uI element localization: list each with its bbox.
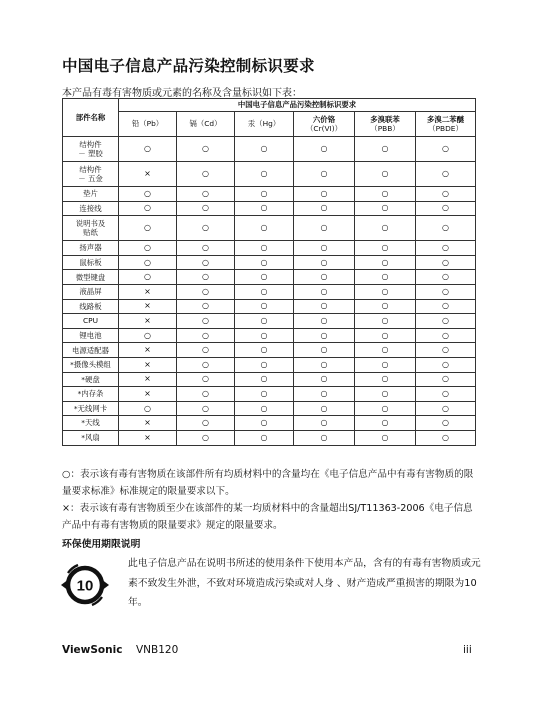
note-circle: ○：表示该有毒有害物质在该部件所有均质材料中的含量均在《电子信息产品中有毒有害物质的限量要求标准》标准规定的限量要求以下。 [62,469,474,497]
table-row [63,299,476,314]
substance-header [294,112,355,137]
compliance-mark: ○ [177,216,235,241]
compliance-mark: ○ [294,357,355,372]
page-title: 中国电子信息产品污染控制标识要求 [62,57,315,75]
compliance-mark: ○ [294,416,355,431]
compliance-mark: × [119,299,177,314]
compliance-mark: ○ [355,343,416,358]
compliance-mark: ○ [355,299,416,314]
group-header: 中国电子信息产品污染控制标识要求 [119,99,476,112]
part-name-cell [63,314,119,329]
substance-name: 多溴二苯醚 [427,114,464,124]
compliance-mark: ○ [294,137,355,162]
compliance-mark: ○ [119,328,177,343]
compliance-mark: ○ [177,343,235,358]
compliance-mark: × [119,162,177,187]
compliance-mark: ○ [119,270,177,285]
compliance-mark: ○ [235,201,294,216]
compliance-mark: ○ [355,216,416,241]
compliance-mark: ○ [416,187,476,202]
compliance-mark: ○ [416,299,476,314]
compliance-mark: × [119,430,177,445]
compliance-mark: ○ [355,387,416,402]
part-name-cell [63,255,119,270]
compliance-mark: ○ [235,187,294,202]
compliance-mark: × [119,343,177,358]
compliance-mark: ○ [235,401,294,416]
compliance-mark: ○ [416,201,476,216]
compliance-mark: ○ [294,241,355,256]
substance-name: 镉（Cd） [189,119,222,129]
substance-symbol: （Cr(VI)） [306,124,342,133]
table-row [63,416,476,431]
part-name-cell [63,299,119,314]
part-name: 连接线 [79,203,102,213]
substance-symbol: （PBDE） [428,124,463,133]
table-row [63,430,476,445]
part-name-header: 部件名称 [63,99,119,137]
part-name: 液晶屏 [79,287,102,297]
compliance-mark: ○ [294,387,355,402]
substance-name: 六价铬 [312,114,336,124]
part-name: 结构件 [79,139,102,149]
compliance-mark: ○ [355,255,416,270]
compliance-mark: ○ [177,255,235,270]
intro-text: 本产品有毒有害物质或元素的名称及含量标识如下表： [62,88,302,99]
compliance-mark: ○ [177,299,235,314]
compliance-mark: ○ [294,299,355,314]
compliance-mark: ○ [119,187,177,202]
part-name-cell [63,401,119,416]
part-name: 结构件 [79,164,102,174]
part-name-cell [63,187,119,202]
table-row [63,284,476,299]
part-name: 垫片 [83,189,98,199]
substance-header [416,112,476,137]
compliance-mark: ○ [294,284,355,299]
compliance-mark: ○ [416,137,476,162]
substance-symbol: （PBB） [370,124,400,133]
part-name: *内存条 [77,389,104,399]
table-row [63,372,476,387]
page-number: iii [463,644,472,656]
compliance-mark: ○ [416,241,476,256]
compliance-mark: ○ [177,187,235,202]
part-name: 锂电池 [79,330,102,340]
compliance-mark: ○ [235,241,294,256]
part-name: CPU [82,316,99,326]
compliance-mark: ○ [119,216,177,241]
compliance-mark: ○ [177,137,235,162]
table-row [63,187,476,202]
compliance-mark: ○ [416,162,476,187]
compliance-mark: ○ [235,216,294,241]
compliance-mark: ○ [177,241,235,256]
part-name-sub: － 塑胶 [78,149,103,158]
compliance-mark: ○ [177,372,235,387]
table-row [63,270,476,285]
compliance-mark: ○ [416,357,476,372]
compliance-mark: ○ [294,430,355,445]
part-name-cell [63,270,119,285]
compliance-mark: ○ [235,255,294,270]
table-row [63,162,476,187]
table-row [63,137,476,162]
compliance-mark: ○ [119,201,177,216]
compliance-mark: ○ [294,343,355,358]
compliance-mark: ○ [355,284,416,299]
compliance-mark: ○ [235,270,294,285]
compliance-mark: ○ [416,216,476,241]
part-name: *硬盘 [81,374,100,384]
compliance-mark: ○ [355,328,416,343]
compliance-mark: ○ [355,137,416,162]
substance-name: 铅（Pb） [131,119,164,129]
compliance-mark: ○ [416,284,476,299]
part-name-cell [63,387,119,402]
compliance-mark: ○ [416,401,476,416]
compliance-mark: ○ [294,401,355,416]
part-name: *天线 [81,418,100,428]
compliance-mark: ○ [294,162,355,187]
part-name-cell [63,343,119,358]
compliance-mark: ○ [355,314,416,329]
part-name: 说明书及 [75,218,106,228]
compliance-mark: ○ [355,430,416,445]
substance-header [119,112,177,137]
part-name-cell [63,284,119,299]
compliance-mark: × [119,416,177,431]
part-name-cell [63,241,119,256]
table-row [63,387,476,402]
compliance-mark: ○ [355,372,416,387]
compliance-mark: ○ [235,387,294,402]
compliance-mark: ○ [416,430,476,445]
compliance-mark: ○ [177,328,235,343]
compliance-mark: ○ [235,430,294,445]
table-row [63,357,476,372]
footer-model: VNB120 [136,644,179,656]
compliance-mark: ○ [177,357,235,372]
table-row [63,343,476,358]
part-name-cell [63,328,119,343]
compliance-mark: ○ [235,314,294,329]
compliance-mark: ○ [294,255,355,270]
part-name-cell [63,416,119,431]
part-name-cell [63,137,119,162]
compliance-mark: ○ [355,270,416,285]
part-name: 鼠标板 [79,257,102,267]
substance-name: 汞（Hg） [247,119,281,129]
compliance-mark: ○ [177,387,235,402]
compliance-mark: ○ [177,284,235,299]
compliance-mark: ○ [235,162,294,187]
compliance-mark: ○ [294,314,355,329]
compliance-mark: × [119,357,177,372]
compliance-mark: ○ [235,343,294,358]
compliance-mark: ○ [177,270,235,285]
compliance-mark: ○ [235,416,294,431]
compliance-mark: ○ [177,201,235,216]
compliance-mark: ○ [119,241,177,256]
part-name: 扬声器 [79,243,102,253]
part-name-cell [63,372,119,387]
compliance-mark: ○ [355,401,416,416]
compliance-mark: × [119,372,177,387]
compliance-mark: ○ [355,201,416,216]
compliance-mark: ○ [416,372,476,387]
footer-brand: ViewSonic [62,644,123,656]
part-name-sub: 贴纸 [83,228,98,238]
eco-period-10-logo [57,557,113,613]
compliance-mark: ○ [177,401,235,416]
compliance-mark: ○ [177,416,235,431]
compliance-mark: ○ [235,137,294,162]
compliance-mark: ○ [294,270,355,285]
compliance-mark: ○ [416,314,476,329]
compliance-mark: ○ [416,255,476,270]
part-name: *摄像头模组 [70,360,111,370]
table-row [63,201,476,216]
part-name: *风扇 [81,433,100,443]
compliance-mark: ○ [355,416,416,431]
compliance-mark: ○ [294,328,355,343]
compliance-mark: ○ [235,372,294,387]
part-name-cell [63,162,119,187]
compliance-mark: ○ [416,416,476,431]
note-cross: ×：表示该有毒有害物质至少在该部件的某一均质材料中的含量超出SJ/T11363-2006《电子信息产品中有毒有害物质的限量要求》规定的限量要求。 [62,503,473,531]
compliance-mark: ○ [416,343,476,358]
compliance-mark: ○ [355,187,416,202]
compliance-mark: ○ [294,216,355,241]
compliance-mark: ○ [355,241,416,256]
part-name-cell [63,201,119,216]
eup-text: 此电子信息产品在说明书所述的使用条件下使用本产品，含有的有毒有害物质或元素不致发生外泄，不致对环境造成污染或对人身 、财产造成严重损害的期限为10年。 [128,558,481,608]
substance-header [177,112,235,137]
compliance-mark: ○ [177,430,235,445]
part-name-cell [63,430,119,445]
part-name: 电源适配器 [72,345,109,355]
compliance-mark: ○ [235,328,294,343]
substance-name: 多溴联苯 [370,114,400,124]
table-row [63,241,476,256]
table-row [63,314,476,329]
table-row [63,401,476,416]
part-name-cell [63,357,119,372]
substance-header [235,112,294,137]
hazardous-substances-table [62,98,476,446]
substance-header [355,112,416,137]
table-row [63,255,476,270]
compliance-mark: ○ [235,284,294,299]
compliance-mark: ○ [416,328,476,343]
compliance-mark: × [119,314,177,329]
compliance-mark: ○ [119,255,177,270]
compliance-mark: ○ [294,201,355,216]
compliance-mark: ○ [177,162,235,187]
part-name: *无线网卡 [73,403,108,413]
part-name: 线路板 [79,301,102,311]
compliance-mark: × [119,284,177,299]
compliance-mark: ○ [416,270,476,285]
compliance-mark: ○ [119,137,177,162]
eup-logo-number: 10 [76,577,94,595]
part-name-sub: － 五金 [78,174,103,183]
compliance-mark: ○ [416,387,476,402]
table-row [63,328,476,343]
compliance-mark: ○ [355,357,416,372]
compliance-mark: ○ [294,372,355,387]
compliance-mark: ○ [235,357,294,372]
compliance-mark: ○ [119,401,177,416]
table-row [63,216,476,241]
compliance-mark: ○ [355,162,416,187]
compliance-mark: ○ [294,187,355,202]
part-name-cell [63,216,119,241]
compliance-mark: × [119,387,177,402]
eup-title: 环保使用期限说明 [62,539,141,550]
part-name: 微型键盘 [75,272,106,282]
compliance-mark: ○ [235,299,294,314]
compliance-mark: ○ [177,314,235,329]
